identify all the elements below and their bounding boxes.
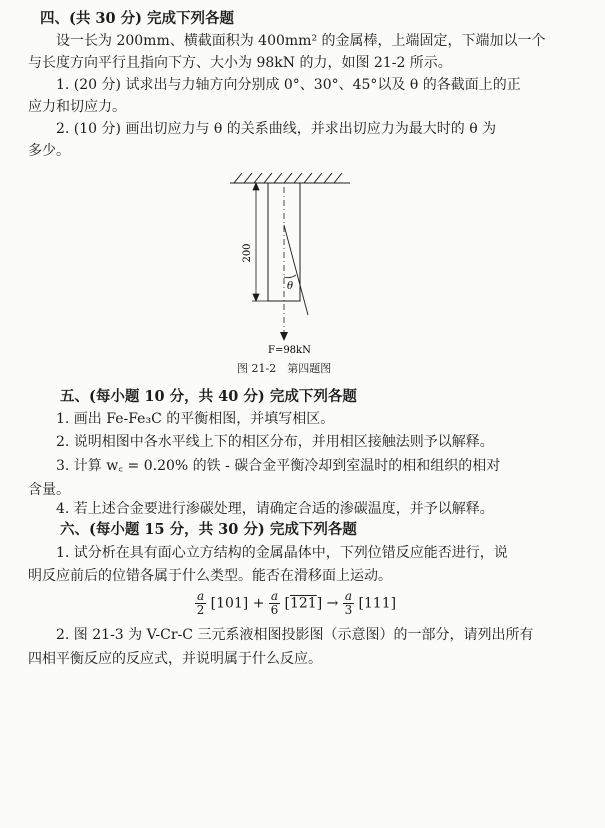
section6-q2-line1: 2. 图 21-3 为 V-Cr-C 三元系液相图投影图（示意图）的一部分，请列出所有	[56, 627, 534, 643]
section5-q3-line1: 3. 计算 w꜀ = 0.20% 的铁 - 碳合金平衡冷却到室温时的相和组织的相对	[56, 458, 501, 474]
plus-sign: +	[252, 595, 265, 612]
length-dimension	[252, 183, 268, 301]
term2-fraction: $\frac{a}{6}$	[270, 589, 279, 617]
dislocation-reaction-formula	[195, 590, 396, 617]
section5-q3-line2: 含量。	[28, 482, 70, 498]
angle-arc	[284, 275, 296, 278]
term3-fraction: $\frac{a}{3}$	[344, 589, 353, 617]
section4-q1-line2: 应力和切应力。	[28, 99, 126, 115]
term1-vector: [101]	[210, 595, 249, 612]
force-label: F=98kN	[268, 345, 311, 355]
term1-fraction: $\frac{a}{2}$	[196, 589, 205, 617]
figure-caption: 图 21-2 第四题图	[237, 362, 332, 375]
reaction-arrow: →	[326, 595, 339, 612]
section6-q2-line2: 四相平衡反应的反应式，并说明属于什么反应。	[28, 651, 322, 667]
section4-q2-line1: 2. (10 分) 画出切应力与 θ 的关系曲线，并求出切应力为最大时的 θ 为	[56, 121, 497, 137]
section6-q1-line1: 1. 试分析在具有面心立方结构的金属晶体中，下列位错反应能否进行，说	[56, 545, 508, 561]
section6-q1-line2: 明反应前后的位错各属于什么类型。能否在滑移面上运动。	[28, 568, 392, 584]
fixed-support-hatching	[230, 173, 350, 183]
section5-q4: 4. 若上述合金要进行渗碳处理，请确定合适的渗碳温度，并予以解释。	[56, 501, 494, 517]
section4-q1-line1: 1. (20 分) 试求出与力轴方向分别成 0°、30°、45°以及 θ 的各截面上的正	[56, 77, 521, 93]
section6-heading: 六、(每小题 15 分，共 30 分) 完成下列各题	[60, 521, 357, 538]
section4-heading: 四、(共 30 分) 完成下列各题	[40, 10, 235, 27]
force-arrow-head	[280, 332, 288, 341]
section4-intro-line1: 设一长为 200mm、横截面积为 400mm² 的金属棒，上端固定，下端加以一个	[56, 33, 546, 49]
term3-vector: [111]	[358, 595, 397, 612]
section4-q2-line2: 多少。	[28, 143, 70, 159]
section5-q2: 2. 说明相图中各水平线上下的相区分布，并用相区接触法则予以解释。	[56, 434, 494, 450]
term2-vector: [121]	[284, 595, 323, 612]
bar-figure	[200, 165, 360, 355]
dimension-label: 200	[242, 243, 253, 263]
section5-heading: 五、(每小题 10 分，共 40 分) 完成下列各题	[60, 388, 357, 405]
section5-q1: 1. 画出 Fe-Fe₃C 的平衡相图，并填写相区。	[56, 411, 335, 427]
section4-intro-line2: 与长度方向平行且指向下方、大小为 98kN 的力，如图 21-2 所示。	[28, 55, 452, 71]
angle-label: θ	[287, 281, 294, 292]
